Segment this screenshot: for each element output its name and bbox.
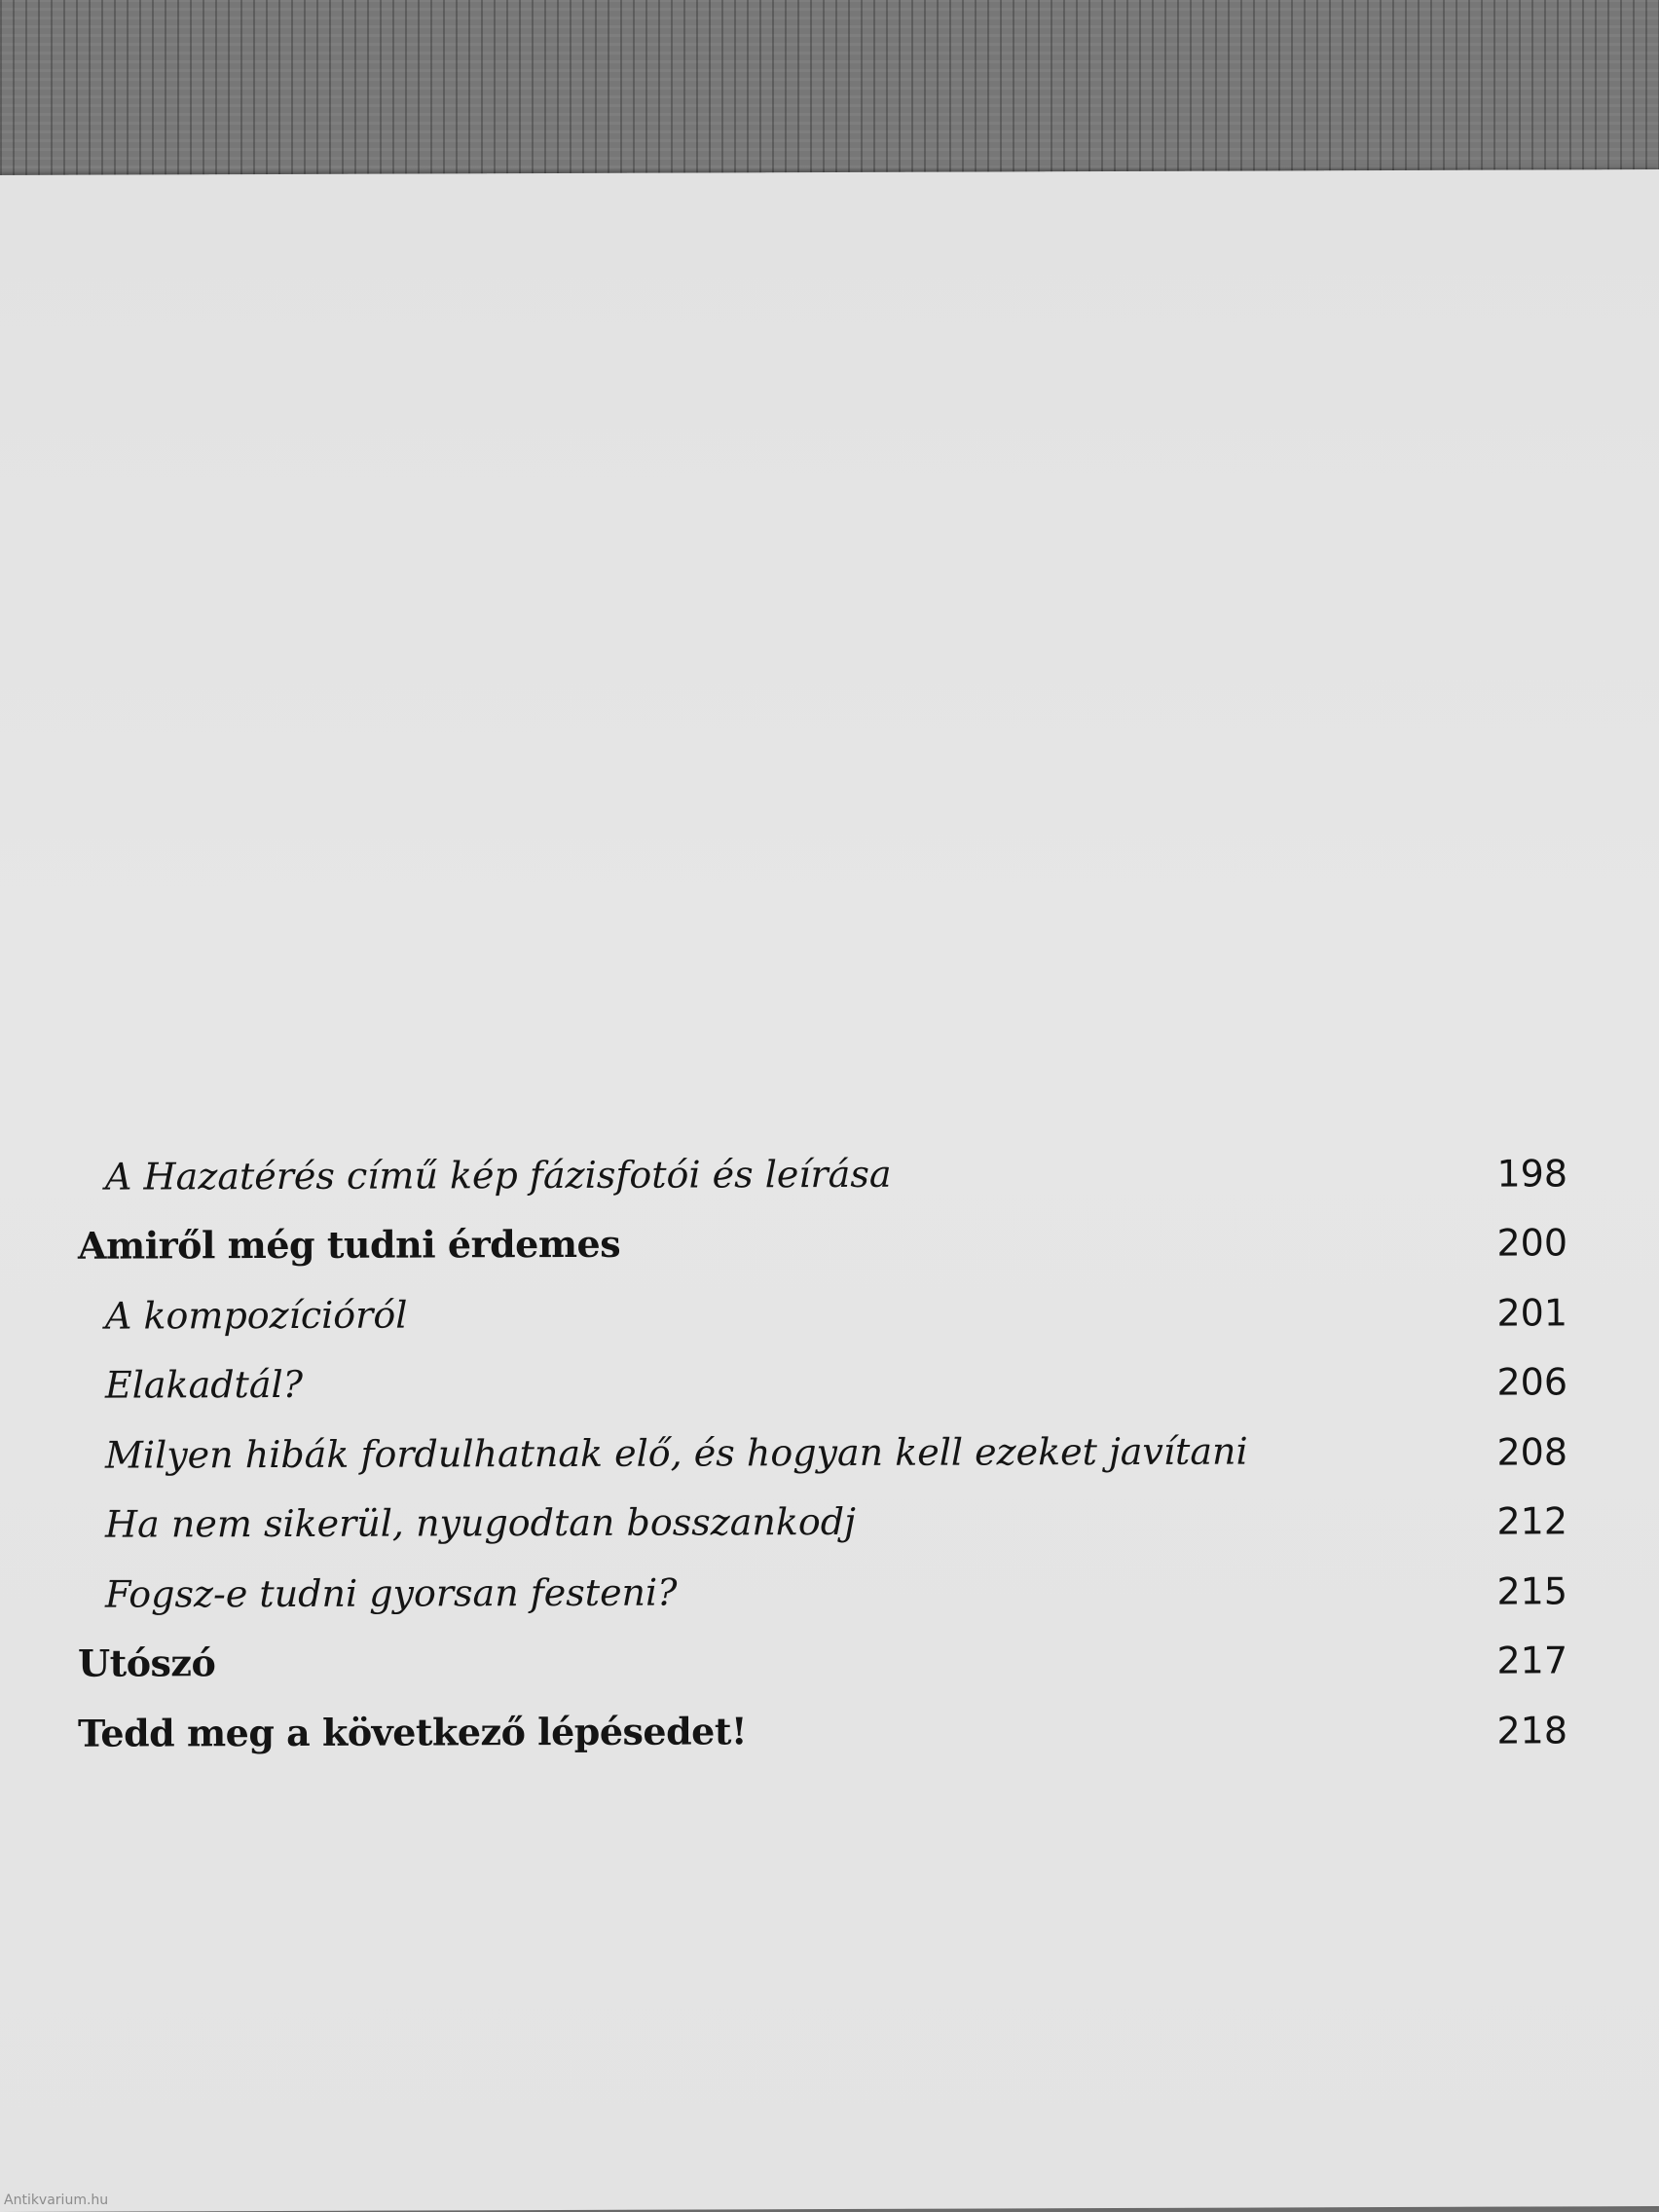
toc-entry-page: 218 — [1496, 1708, 1567, 1752]
toc-entry-page: 215 — [1496, 1568, 1567, 1613]
toc-entry-title: Ha nem sikerül, nyugodtan bosszankodj — [105, 1499, 856, 1546]
toc-entry-page: 208 — [1496, 1429, 1567, 1474]
toc-entry — [78, 1551, 1567, 1626]
toc-entry-title: A Hazatérés című kép fázisfotói és leírása — [105, 1152, 892, 1198]
toc-entry — [78, 1272, 1567, 1347]
book-page — [0, 169, 1659, 2212]
toc-entry — [78, 1343, 1567, 1418]
toc-entry-title: Tedd meg a következő lépésedet! — [78, 1708, 748, 1755]
toc-entry — [78, 1203, 1567, 1278]
toc-entry — [78, 1412, 1567, 1487]
table-of-contents — [78, 1133, 1567, 1765]
toc-entry-title: A kompozícióról — [105, 1293, 408, 1338]
toc-entry-title: Amiről még tudni érdemes — [78, 1221, 621, 1268]
toc-entry-page: 212 — [1496, 1499, 1567, 1543]
toc-entry-title: Milyen hibák fordulhatnak elő, és hogyan kell ezeket javítani — [105, 1429, 1248, 1477]
toc-entry-title: Fogsz-e tudni gyorsan festeni? — [105, 1570, 678, 1616]
toc-entry — [78, 1690, 1567, 1765]
toc-entry-title: Elakadtál? — [105, 1362, 304, 1407]
table-surface — [0, 0, 1659, 195]
toc-entry — [78, 1133, 1567, 1208]
toc-entry-page: 201 — [1496, 1290, 1567, 1335]
toc-entry-page: 217 — [1496, 1639, 1567, 1682]
toc-entry-page: 198 — [1496, 1151, 1567, 1196]
toc-entry-title: Utószó — [78, 1641, 216, 1685]
toc-entry — [78, 1482, 1567, 1557]
watermark: Antikvarium.hu — [4, 2193, 109, 2208]
toc-entry-page: 206 — [1496, 1360, 1567, 1404]
toc-entry-page: 200 — [1496, 1221, 1567, 1265]
toc-entry — [78, 1621, 1567, 1696]
